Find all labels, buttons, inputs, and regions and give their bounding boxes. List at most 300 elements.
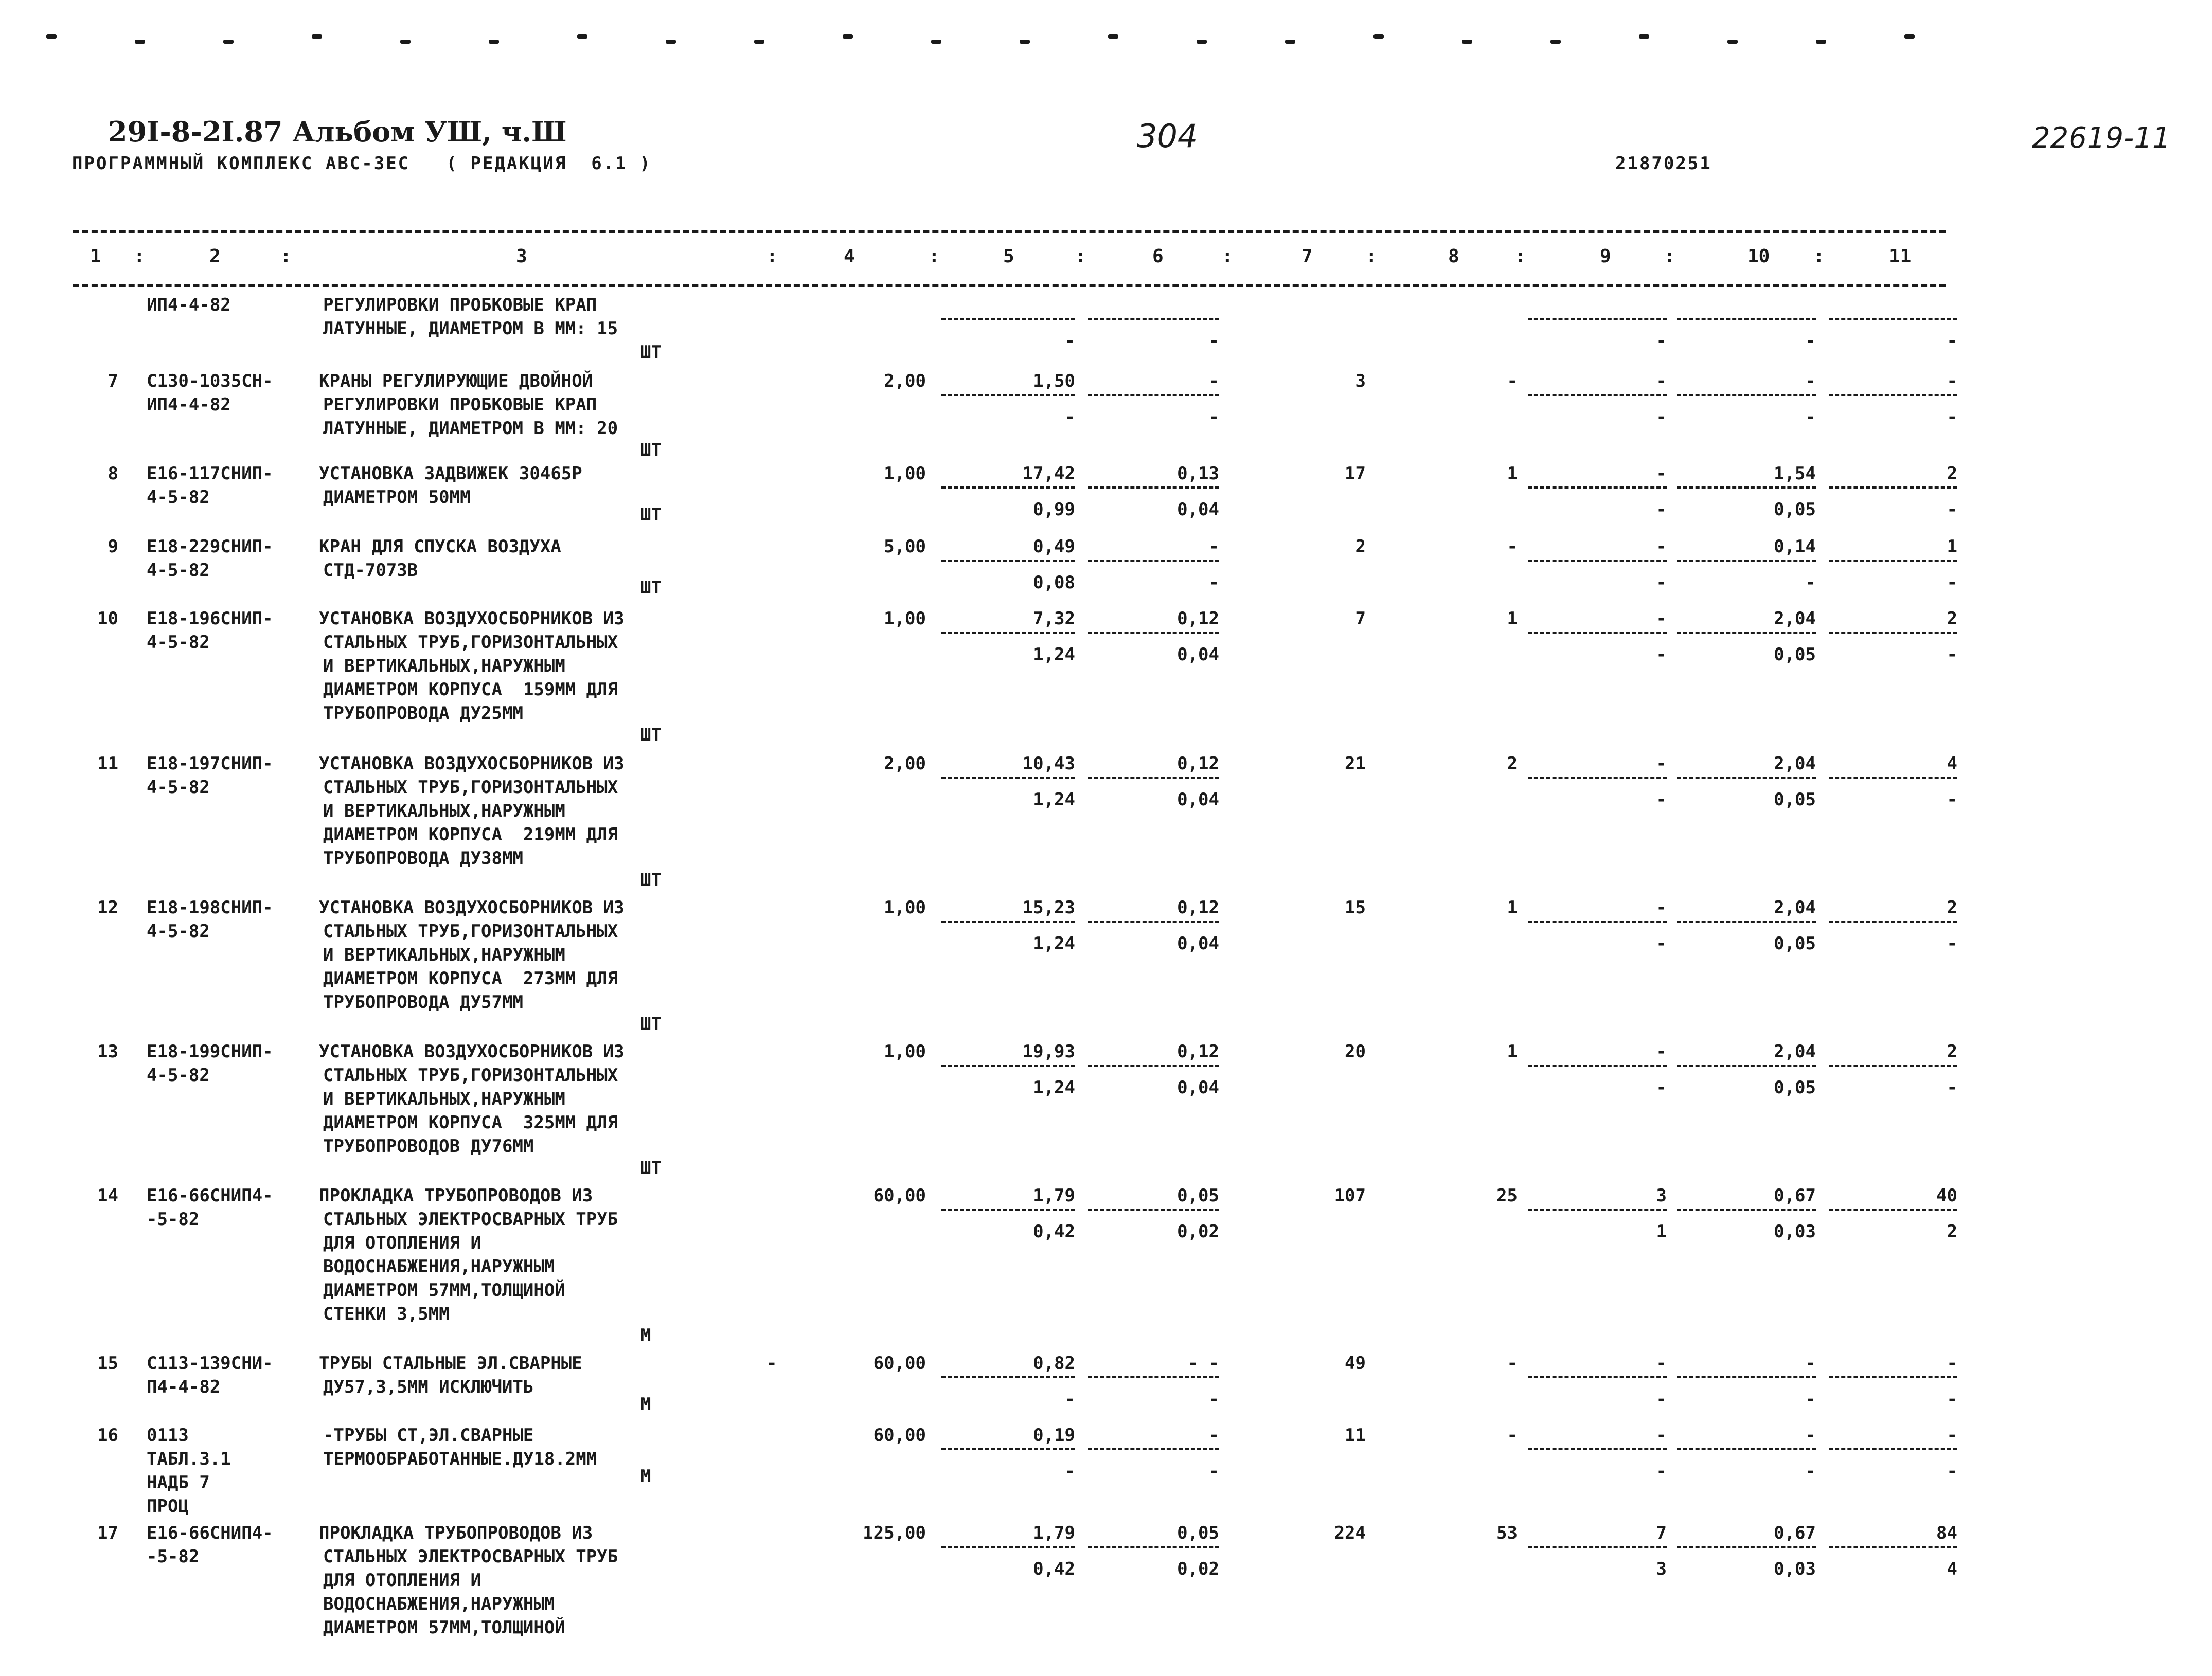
edge-mark	[1550, 40, 1561, 44]
work-description: СТАЛЬНЫХ ТРУБ,ГОРИЗОНТАЛЬНЫХ	[323, 1065, 618, 1086]
unit-of-measure: ШТ	[640, 504, 662, 525]
value-divider	[1677, 1209, 1816, 1211]
column-header-11: 11	[1889, 246, 1912, 267]
cost-col6-bottom: 0,04	[1177, 499, 1219, 520]
cost-col9-top: 7	[1656, 1523, 1667, 1543]
value-divider	[1829, 486, 1957, 489]
cost-col11-bottom: -	[1947, 499, 1957, 520]
work-description: ДИАМЕТРОМ 57ММ,ТОЛЩИНОЙ	[323, 1617, 565, 1638]
value-divider	[941, 632, 1075, 634]
value-divider	[1677, 394, 1816, 396]
exclude-sign: -	[766, 1353, 777, 1374]
cost-col6-bottom: -	[1208, 1461, 1219, 1482]
resource-code-cont: П4-4-82	[147, 1377, 221, 1397]
value-divider	[941, 318, 1075, 320]
column-header-1: 1	[90, 246, 101, 267]
quantity: 60,00	[873, 1185, 926, 1206]
column-header-7: 7	[1301, 246, 1313, 267]
cost-col9-bottom: -	[1656, 499, 1667, 520]
value-divider	[1677, 318, 1816, 320]
cost-col8: -	[1507, 536, 1518, 557]
cost-col5-bottom: 1,24	[1033, 644, 1075, 665]
quantity: 2,00	[884, 753, 926, 774]
value-divider	[1829, 318, 1957, 320]
cost-col6-top: 0,05	[1177, 1185, 1219, 1206]
value-divider	[1528, 1209, 1667, 1211]
value-divider	[941, 1376, 1075, 1378]
cost-col10-top: 2,04	[1774, 753, 1816, 774]
work-description: КРАН ДЛЯ СПУСКА ВОЗДУХА	[319, 536, 561, 557]
cost-col5-top: 0,19	[1033, 1425, 1075, 1446]
value-divider	[941, 1209, 1075, 1211]
cost-col6-bottom: 0,04	[1177, 789, 1219, 810]
work-description: УСТАНОВКА ВОЗДУХОСБОРНИКОВ ИЗ	[319, 1041, 625, 1062]
cost-col6-bottom: 0,04	[1177, 933, 1219, 954]
work-description: СТАЛЬНЫХ ЭЛЕКТРОСВАРНЫХ ТРУБ	[323, 1209, 618, 1230]
cost-col10-top: -	[1805, 371, 1816, 391]
value-divider	[941, 486, 1075, 489]
cost-col7: 49	[1345, 1353, 1366, 1374]
value-divider	[941, 560, 1075, 562]
edge-mark	[223, 40, 234, 44]
edge-mark	[489, 40, 499, 44]
cost-col11-top: 2	[1947, 608, 1957, 629]
cost-col8: 1	[1507, 463, 1518, 484]
resource-code-cont: ИП4-4-82	[147, 394, 231, 415]
work-description: ДЛЯ ОТОПЛЕНИЯ И	[323, 1570, 481, 1591]
resource-code-cont: 4-5-82	[147, 560, 210, 581]
work-description: ТРУБОПРОВОДА ДУ38ММ	[323, 848, 523, 869]
value-divider	[1528, 777, 1667, 779]
column-separator: :	[1813, 246, 1825, 267]
cost-col11-top: -	[1947, 1425, 1957, 1446]
cost-col7: 224	[1334, 1523, 1366, 1543]
edge-mark	[1904, 34, 1915, 39]
work-description: ВОДОСНАБЖЕНИЯ,НАРУЖНЫМ	[323, 1594, 555, 1614]
value-divider	[1528, 1448, 1667, 1450]
cost-col7: 11	[1345, 1425, 1366, 1446]
value-divider	[941, 1448, 1075, 1450]
resource-code: С113-139СНИ-	[147, 1353, 273, 1374]
cost-col7: 17	[1345, 463, 1366, 484]
cost-col8: 1	[1507, 1041, 1518, 1062]
edge-mark	[577, 34, 587, 39]
column-separator: :	[1366, 246, 1377, 267]
cost-col11-bottom: -	[1947, 933, 1957, 954]
cost-col10-bottom: 0,05	[1774, 644, 1816, 665]
edge-mark	[754, 40, 764, 44]
cost-col11-bottom: -	[1947, 331, 1957, 351]
edge-mark	[843, 34, 853, 39]
cost-col5-top: 7,32	[1033, 608, 1075, 629]
cost-col9-top: 3	[1656, 1185, 1667, 1206]
value-divider	[1528, 1065, 1667, 1067]
column-header-5: 5	[1003, 246, 1014, 267]
value-divider	[1528, 1376, 1667, 1378]
resource-code: С130-1035СН-	[147, 371, 273, 391]
value-divider	[1528, 560, 1667, 562]
value-divider	[1088, 1065, 1219, 1067]
cost-col6-top: 0,12	[1177, 897, 1219, 918]
cost-col8: -	[1507, 371, 1518, 391]
cost-col6-top: 0,12	[1177, 753, 1219, 774]
value-divider	[1829, 1209, 1957, 1211]
work-description: СТАЛЬНЫХ ТРУБ,ГОРИЗОНТАЛЬНЫХ	[323, 632, 618, 653]
cost-col9-top: -	[1656, 753, 1667, 774]
work-description: ДУ57,3,5ММ ИСКЛЮЧИТЬ	[323, 1377, 534, 1397]
work-description: ТРУБЫ СТАЛЬНЫЕ ЭЛ.СВАРНЫЕ	[319, 1353, 582, 1374]
table-top-rule	[73, 230, 1946, 233]
cost-col9-top: -	[1656, 1425, 1667, 1446]
column-header-6: 6	[1152, 246, 1164, 267]
value-divider	[1088, 632, 1219, 634]
cost-col7: 3	[1355, 371, 1366, 391]
edge-mark	[666, 40, 676, 44]
column-header-3: 3	[516, 246, 527, 267]
resource-code: ИП4-4-82	[147, 295, 231, 315]
cost-col7: 107	[1334, 1185, 1366, 1206]
work-description: ДИАМЕТРОМ 57ММ,ТОЛЩИНОЙ	[323, 1280, 565, 1301]
column-header-8: 8	[1448, 246, 1459, 267]
work-description: УСТАНОВКА ВОЗДУХОСБОРНИКОВ ИЗ	[319, 608, 625, 629]
resource-code: Е16-66СНИП4-	[147, 1185, 273, 1206]
cost-col10-top: -	[1805, 1425, 1816, 1446]
cost-col11-bottom: -	[1947, 1389, 1957, 1410]
edge-mark	[135, 40, 145, 44]
work-description: ДЛЯ ОТОПЛЕНИЯ И	[323, 1233, 481, 1253]
cost-col6-top: 0,12	[1177, 608, 1219, 629]
work-description: СТД-7073В	[323, 560, 418, 581]
cost-col8: 2	[1507, 753, 1518, 774]
cost-col5-bottom: 0,99	[1033, 499, 1075, 520]
program-line: ПРОГРАММНЫЙ КОМПЛЕКС АВС-3ЕС ( РЕДАКЦИЯ 6.1 )	[72, 153, 652, 174]
quantity: 60,00	[873, 1353, 926, 1374]
inventory-number: 22619-11	[2032, 121, 2171, 155]
resource-code-cont: ПРОЦ	[147, 1496, 189, 1517]
row-number: 16	[97, 1425, 118, 1446]
cost-col6-top: -	[1208, 371, 1219, 391]
cost-col5-top: 15,23	[1022, 897, 1075, 918]
resource-code-cont: -5-82	[147, 1546, 200, 1567]
work-description: ПРОКЛАДКА ТРУБОПРОВОДОВ ИЗ	[319, 1523, 593, 1543]
cost-col6-top: - -	[1187, 1353, 1219, 1374]
cost-col10-bottom: 0,05	[1774, 933, 1816, 954]
cost-col6-top: 0,12	[1177, 1041, 1219, 1062]
value-divider	[1677, 486, 1816, 489]
cost-col10-bottom: -	[1805, 407, 1816, 427]
column-header-9: 9	[1600, 246, 1611, 267]
cost-col5-top: 10,43	[1022, 753, 1075, 774]
value-divider	[941, 394, 1075, 396]
work-description: УСТАНОВКА ЗАДВИЖЕК 30465Р	[319, 463, 582, 484]
value-divider	[1088, 921, 1219, 923]
column-separator: :	[1222, 246, 1233, 267]
cost-col6-top: 0,05	[1177, 1523, 1219, 1543]
value-divider	[1528, 1546, 1667, 1548]
cost-col5-bottom: 1,24	[1033, 933, 1075, 954]
work-description: ВОДОСНАБЖЕНИЯ,НАРУЖНЫМ	[323, 1256, 555, 1277]
work-description: ТЕРМООБРАБОТАННЫЕ.ДУ18.2ММ	[323, 1449, 597, 1469]
column-separator: :	[1664, 246, 1675, 267]
cost-col7: 7	[1355, 608, 1366, 629]
value-divider	[941, 921, 1075, 923]
resource-code-cont: 4-5-82	[147, 921, 210, 942]
cost-col11-bottom: -	[1947, 572, 1957, 593]
work-description: ДИАМЕТРОМ КОРПУСА 325ММ ДЛЯ	[323, 1112, 618, 1133]
cost-col7: 20	[1345, 1041, 1366, 1062]
value-divider	[1677, 921, 1816, 923]
value-divider	[1528, 394, 1667, 396]
cost-col8: 1	[1507, 608, 1518, 629]
value-divider	[941, 1546, 1075, 1548]
resource-code: 0113	[147, 1425, 189, 1446]
cost-col9-bottom: -	[1656, 644, 1667, 665]
row-number: 12	[97, 897, 118, 918]
cost-col9-top: -	[1656, 1041, 1667, 1062]
cost-col7: 21	[1345, 753, 1366, 774]
work-description: ПРОКЛАДКА ТРУБОПРОВОДОВ ИЗ	[319, 1185, 593, 1206]
cost-col9-top: -	[1656, 371, 1667, 391]
edge-mark	[1020, 40, 1030, 44]
cost-col11-top: -	[1947, 1353, 1957, 1374]
value-divider	[1677, 1376, 1816, 1378]
work-description: КРАНЫ РЕГУЛИРУЮЩИЕ ДВОЙНОЙ	[319, 371, 593, 391]
cost-col10-bottom: 0,05	[1774, 789, 1816, 810]
column-separator: :	[1075, 246, 1086, 267]
column-header-10: 10	[1747, 246, 1770, 267]
cost-col5-top: 17,42	[1022, 463, 1075, 484]
value-divider	[1088, 1376, 1219, 1378]
work-description: РЕГУЛИРОВКИ ПРОБКОВЫЕ КРАП	[323, 295, 597, 315]
cost-col9-top: -	[1656, 536, 1667, 557]
cost-col10-bottom: -	[1805, 1389, 1816, 1410]
value-divider	[1088, 777, 1219, 779]
edge-mark	[1727, 40, 1738, 44]
cost-col8: -	[1507, 1425, 1518, 1446]
edge-mark	[1108, 34, 1118, 39]
cost-col9-top: -	[1656, 608, 1667, 629]
cost-col5-bottom: 1,24	[1033, 1077, 1075, 1098]
cost-col9-bottom: -	[1656, 407, 1667, 427]
cost-col10-bottom: -	[1805, 331, 1816, 351]
table-header-rule	[73, 284, 1946, 287]
document-id: 21870251	[1615, 153, 1712, 174]
quantity: 1,00	[884, 608, 926, 629]
cost-col9-bottom: -	[1656, 1389, 1667, 1410]
work-description: И ВЕРТИКАЛЬНЫХ,НАРУЖНЫМ	[323, 656, 565, 676]
top-edge-marks	[46, 28, 1950, 49]
cost-col8: 25	[1496, 1185, 1518, 1206]
value-divider	[1088, 1546, 1219, 1548]
cost-col10-top: -	[1805, 1353, 1816, 1374]
cost-col11-bottom: -	[1947, 1461, 1957, 1482]
resource-code: Е16-66СНИП4-	[147, 1523, 273, 1543]
value-divider	[1088, 318, 1219, 320]
value-divider	[1677, 1065, 1816, 1067]
cost-col6-top: 0,13	[1177, 463, 1219, 484]
work-description: ДИАМЕТРОМ КОРПУСА 219ММ ДЛЯ	[323, 824, 618, 845]
unit-of-measure: М	[640, 1394, 651, 1415]
resource-code: Е18-196СНИП-	[147, 608, 273, 629]
cost-col9-top: -	[1656, 463, 1667, 484]
value-divider	[1677, 560, 1816, 562]
cost-col11-top: 2	[1947, 1041, 1957, 1062]
cost-col5-bottom: -	[1064, 331, 1075, 351]
unit-of-measure: М	[640, 1466, 651, 1487]
cost-col10-top: 0,67	[1774, 1185, 1816, 1206]
value-divider	[1829, 1376, 1957, 1378]
value-divider	[1677, 1448, 1816, 1450]
value-divider	[1829, 1546, 1957, 1548]
resource-code-cont: 4-5-82	[147, 1065, 210, 1086]
resource-code: Е18-197СНИП-	[147, 753, 273, 774]
value-divider	[1088, 560, 1219, 562]
cost-col5-top: 0,49	[1033, 536, 1075, 557]
quantity: 60,00	[873, 1425, 926, 1446]
unit-of-measure: ШТ	[640, 440, 662, 460]
column-header-2: 2	[209, 246, 221, 267]
cost-col5-bottom: -	[1064, 1461, 1075, 1482]
cost-col11-bottom: -	[1947, 407, 1957, 427]
value-divider	[1088, 1209, 1219, 1211]
cost-col9-bottom: -	[1656, 572, 1667, 593]
quantity: 125,00	[863, 1523, 926, 1543]
value-divider	[1829, 560, 1957, 562]
value-divider	[941, 1065, 1075, 1067]
value-divider	[1829, 777, 1957, 779]
work-description: СТАЛЬНЫХ ТРУБ,ГОРИЗОНТАЛЬНЫХ	[323, 921, 618, 942]
row-number: 7	[108, 371, 118, 391]
row-number: 14	[97, 1185, 118, 1206]
cost-col11-top: 40	[1936, 1185, 1957, 1206]
work-description: УСТАНОВКА ВОЗДУХОСБОРНИКОВ ИЗ	[319, 897, 625, 918]
value-divider	[1528, 318, 1667, 320]
edge-mark	[1816, 40, 1826, 44]
column-separator: :	[1515, 246, 1526, 267]
cost-col10-bottom: 0,03	[1774, 1559, 1816, 1579]
cost-col9-bottom: -	[1656, 331, 1667, 351]
cost-col9-top: -	[1656, 897, 1667, 918]
row-number: 8	[108, 463, 118, 484]
cost-col5-top: 1,79	[1033, 1523, 1075, 1543]
value-divider	[1677, 777, 1816, 779]
cost-col10-top: 0,14	[1774, 536, 1816, 557]
unit-of-measure: ШТ	[640, 342, 662, 363]
work-description: СТЕНКИ 3,5ММ	[323, 1304, 450, 1324]
cost-col10-top: 2,04	[1774, 608, 1816, 629]
cost-col10-top: 1,54	[1774, 463, 1816, 484]
resource-code-cont: 4-5-82	[147, 632, 210, 653]
column-separator: :	[280, 246, 292, 267]
cost-col11-top: 2	[1947, 897, 1957, 918]
value-divider	[1829, 1448, 1957, 1450]
column-separator: :	[134, 246, 145, 267]
cost-col11-top: 2	[1947, 463, 1957, 484]
cost-col9-bottom: -	[1656, 1077, 1667, 1098]
cost-col5-top: 1,50	[1033, 371, 1075, 391]
work-description: СТАЛЬНЫХ ЭЛЕКТРОСВАРНЫХ ТРУБ	[323, 1546, 618, 1567]
cost-col5-bottom: 0,42	[1033, 1221, 1075, 1242]
value-divider	[1528, 632, 1667, 634]
cost-col5-top: 1,79	[1033, 1185, 1075, 1206]
cost-col9-bottom: -	[1656, 1461, 1667, 1482]
cost-col10-bottom: 0,05	[1774, 1077, 1816, 1098]
cost-col6-top: -	[1208, 1425, 1219, 1446]
row-number: 9	[108, 536, 118, 557]
cost-col9-bottom: 1	[1656, 1221, 1667, 1242]
cost-col10-top: 0,67	[1774, 1523, 1816, 1543]
row-number: 11	[97, 753, 118, 774]
cost-col5-bottom: 1,24	[1033, 789, 1075, 810]
cost-col10-bottom: 0,05	[1774, 499, 1816, 520]
work-description: ЛАТУННЫЕ, ДИАМЕТРОМ В ММ: 20	[323, 418, 618, 439]
edge-mark	[1197, 40, 1207, 44]
edge-mark	[931, 40, 941, 44]
cost-col6-bottom: 0,02	[1177, 1559, 1219, 1579]
unit-of-measure: ШТ	[640, 578, 662, 598]
resource-code: Е18-229СНИП-	[147, 536, 273, 557]
quantity: 2,00	[884, 371, 926, 391]
edge-mark	[1373, 34, 1384, 39]
cost-col11-bottom: -	[1947, 1077, 1957, 1098]
value-divider	[1829, 394, 1957, 396]
work-description: -ТРУБЫ СТ,ЭЛ.СВАРНЫЕ	[323, 1425, 534, 1446]
work-description: И ВЕРТИКАЛЬНЫХ,НАРУЖНЫМ	[323, 801, 565, 821]
unit-of-measure: ШТ	[640, 1014, 662, 1034]
quantity: 1,00	[884, 1041, 926, 1062]
column-separator: :	[766, 246, 778, 267]
resource-code-cont: 4-5-82	[147, 777, 210, 798]
page-number: 304	[1137, 117, 1198, 155]
unit-of-measure: ШТ	[640, 1158, 662, 1178]
cost-col6-bottom: 0,04	[1177, 644, 1219, 665]
cost-col8: 1	[1507, 897, 1518, 918]
cost-col5-top: 19,93	[1022, 1041, 1075, 1062]
value-divider	[1829, 1065, 1957, 1067]
resource-code: Е16-117СНИП-	[147, 463, 273, 484]
cost-col7: 15	[1345, 897, 1366, 918]
value-divider	[1528, 921, 1667, 923]
work-description: ТРУБОПРОВОДА ДУ57ММ	[323, 992, 523, 1013]
work-description: И ВЕРТИКАЛЬНЫХ,НАРУЖНЫМ	[323, 1089, 565, 1109]
cost-col6-bottom: -	[1208, 1389, 1219, 1410]
work-description: ДИАМЕТРОМ КОРПУСА 159ММ ДЛЯ	[323, 679, 618, 700]
cost-col10-top: 2,04	[1774, 1041, 1816, 1062]
cost-col9-bottom: -	[1656, 933, 1667, 954]
cost-col11-top: 4	[1947, 753, 1957, 774]
row-number: 17	[97, 1523, 118, 1543]
quantity: 1,00	[884, 463, 926, 484]
resource-code: Е18-199СНИП-	[147, 1041, 273, 1062]
resource-code-cont: -5-82	[147, 1209, 200, 1230]
value-divider	[1528, 486, 1667, 489]
work-description: ТРУБОПРОВОДА ДУ25ММ	[323, 703, 523, 724]
cost-col6-bottom: -	[1208, 331, 1219, 351]
value-divider	[1088, 394, 1219, 396]
unit-of-measure: ШТ	[640, 725, 662, 745]
edge-mark	[312, 34, 322, 39]
cost-col6-top: -	[1208, 536, 1219, 557]
row-number: 15	[97, 1353, 118, 1374]
work-description: РЕГУЛИРОВКИ ПРОБКОВЫЕ КРАП	[323, 394, 597, 415]
resource-code-cont: НАДБ 7	[147, 1472, 210, 1493]
edge-mark	[1462, 40, 1472, 44]
edge-mark	[1639, 34, 1649, 39]
work-description: ЛАТУННЫЕ, ДИАМЕТРОМ В ММ: 15	[323, 318, 618, 339]
cost-col10-bottom: -	[1805, 1461, 1816, 1482]
unit-of-measure: ШТ	[640, 870, 662, 890]
work-description: СТАЛЬНЫХ ТРУБ,ГОРИЗОНТАЛЬНЫХ	[323, 777, 618, 798]
